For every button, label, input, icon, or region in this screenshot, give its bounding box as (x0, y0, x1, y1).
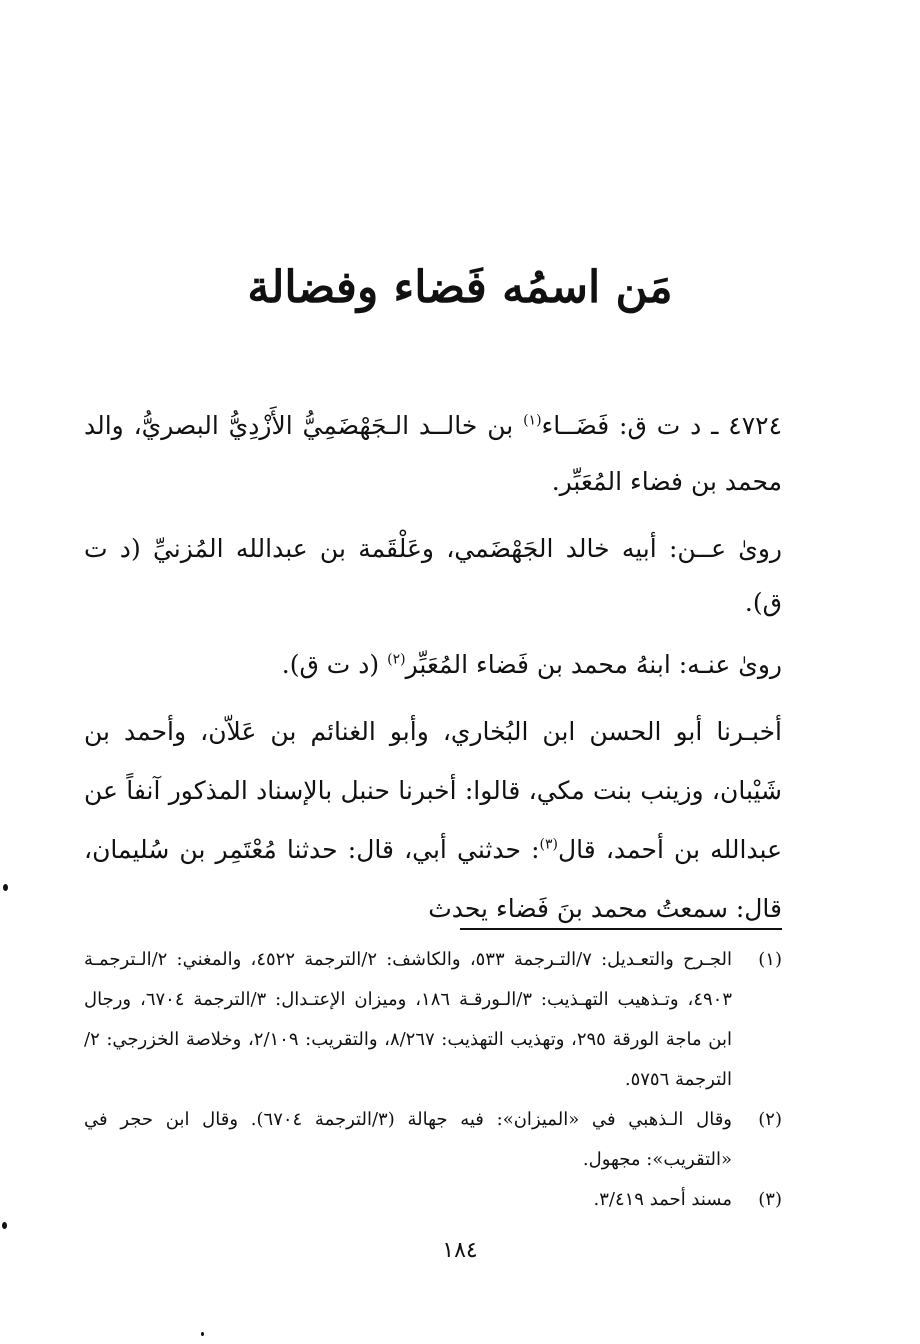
narrated-by-symbols: (د ت ق). (281, 650, 380, 679)
footnote-divider (460, 928, 782, 930)
footnote-ref-2: (٢) (387, 651, 406, 668)
narrated-from-text: أبيه خالد الجَهْضَمي، وعَلْقَمة بن عبدالله المُزنيِّ (د ت ق). (84, 534, 782, 617)
entry-name: فَضَــاء (541, 411, 610, 440)
footnote-number: (٣) (758, 1189, 782, 1210)
footnote-text: الجـرح والتعـديل: ٧/التـرجمة ٥٣٣، والكاشف: ٢/الترجمة ٤٥٢٢، والمغني: ٢/الـترجمـة ٤٩٠٣، وتـذهيب التهـذيب: ٣/الـورقـة ١٨٦، وميزان الإعتـدال: ٣/الترجمة ٦٧٠٤، ورجال ابن ماجة الورقة ٢٩٥، وتهذيب التهذيب: ٨/٢٦٧، والتقريب: ٢/١٠٩، وخلاصة الخزرجي: ٢/الترجمة ٥٧٥٦. (84, 949, 732, 1090)
scan-speck (3, 884, 8, 891)
narrated-by-paragraph (84, 640, 782, 690)
footnote-ref-3: (٣) (539, 836, 558, 853)
scan-speck (2, 1222, 7, 1229)
narrated-from-label: روىٰ عــن: (668, 534, 782, 563)
footnote-item (84, 1100, 782, 1180)
footnote-item (84, 940, 782, 1100)
footnote-text: وقال الـذهبي في «الميزان»: فيه جهالة (٣/الترجمة ٦٧٠٤). وقال ابن حجر في «التقريب»: مجهول. (84, 1109, 732, 1170)
narrated-by-text: ابنهُ محمد بن فَضاء المُعَبِّر (405, 650, 671, 679)
entry-rest: بن خالــد الـجَهْضَمِيُّ الأَزْدِيُّ البصريُّ، والد محمد بن فضاء المُعَبِّر. (84, 411, 782, 496)
section-title: مَن اسمُه فَضاء وفضالة (247, 262, 673, 313)
narrated-by-label: روىٰ عنـه: (678, 650, 782, 679)
page-number: ١٨٤ (442, 1238, 478, 1263)
isnad-paragraph (84, 702, 782, 938)
entry-number: ٤٧٢٤ (728, 411, 783, 440)
footnote-text: مسند أحمد ٣/٤١٩. (593, 1189, 732, 1210)
narrated-from-paragraph (84, 522, 782, 630)
scan-speck (201, 1332, 204, 1336)
biography-entry (84, 398, 782, 510)
entry-symbols: ـ د ت ق: (619, 411, 719, 440)
footnotes (84, 940, 782, 1220)
isnad-part2: : حدثني أبي، قال: حدثنا مُعْتَمِر بن سُليمان، قال: سمعتُ محمد بنَ فَضاء يحدث (84, 835, 782, 923)
footnote-item (84, 1180, 782, 1220)
footnote-number: (٢) (758, 1109, 782, 1130)
footnote-ref-1: (١) (523, 412, 542, 429)
isnad-part1: أخبـرنا أبو الحسن ابن البُخاري، وأبو الغنائم بن عَلاّن، وأحمد بن شَيْبان، وزينب بنت مكي، قالوا: أخبرنا حنبل بالإسناد المذكور آنفاً عن عبدالله بن أحمد، قال (84, 717, 783, 864)
footnote-number: (١) (758, 949, 782, 970)
